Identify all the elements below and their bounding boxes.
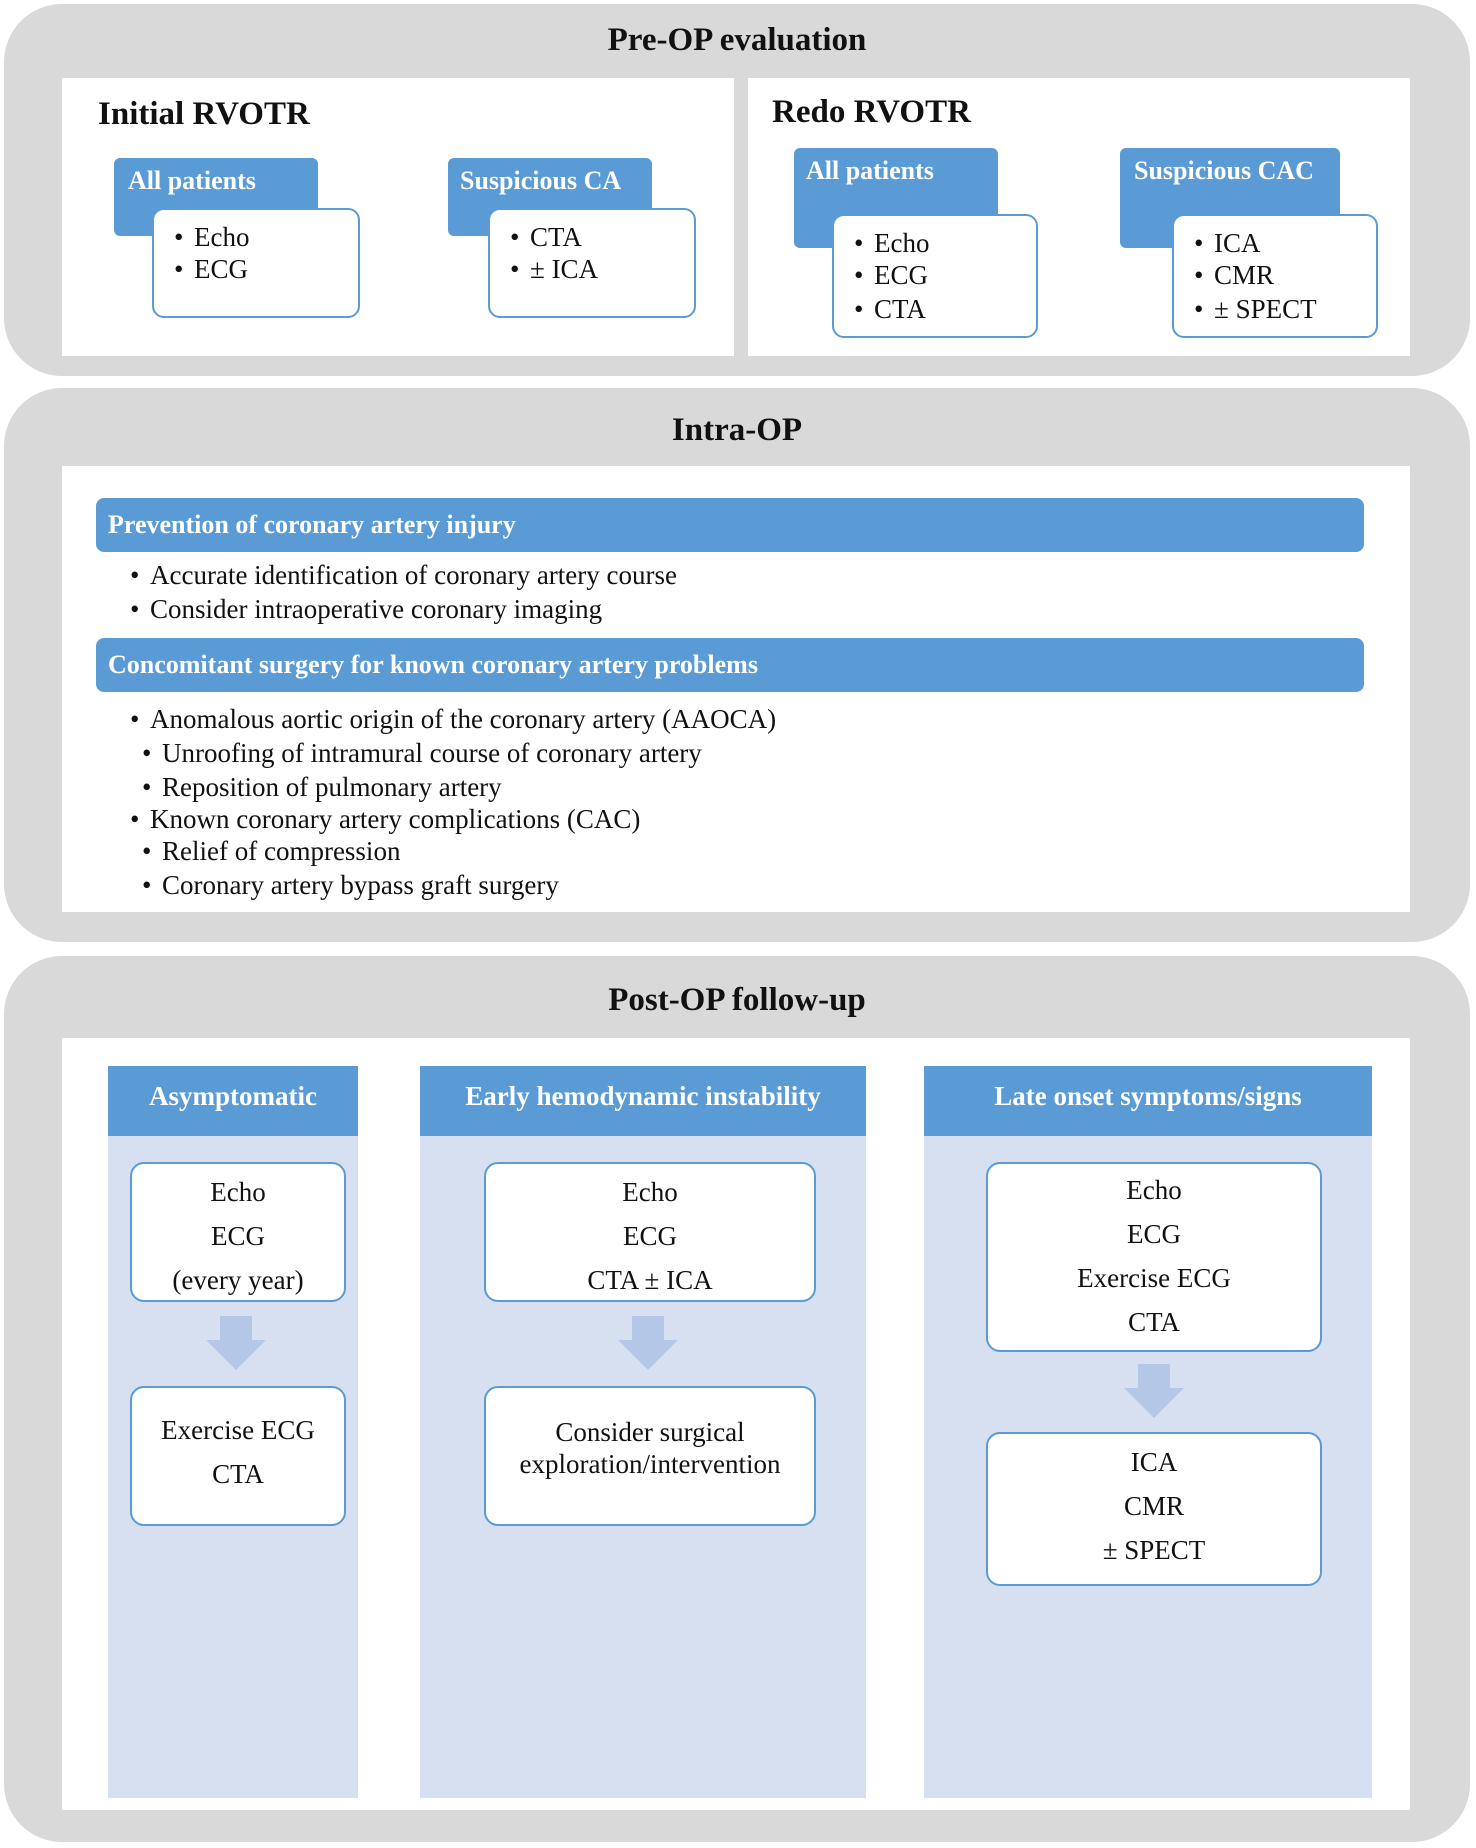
early-box1-line-2: ECG — [623, 1221, 677, 1251]
pre-op-title: Pre-OP evaluation — [607, 22, 867, 58]
initial-item-cta: • CTA — [510, 222, 582, 253]
late-onset-header: Late onset symptoms/signs — [924, 1066, 1372, 1136]
concomitant-item-known-cac: • Known coronary artery complications (CAC) — [130, 804, 640, 835]
initial-all-patients-label: All patients — [128, 166, 256, 195]
asymptomatic-box1-line-1: Echo — [210, 1177, 266, 1207]
redo-item-ecg: • ECG — [854, 260, 928, 291]
redo-all-patients-label: All patients — [806, 156, 934, 185]
prevention-header: Prevention of coronary artery injury — [96, 498, 1364, 552]
redo-all-patients-box — [832, 214, 1038, 338]
early-box2-line-1: Consider surgical — [555, 1417, 745, 1447]
initial-item-echo: • Echo — [174, 222, 249, 253]
post-op-title: Post-OP follow-up — [608, 982, 866, 1018]
post-op-panel — [62, 1038, 1410, 1810]
redo-item-spect: • ± SPECT — [1194, 294, 1317, 325]
initial-suspicious-ca-label: Suspicious CA — [460, 166, 622, 195]
asymptomatic-column — [108, 1066, 358, 1798]
asymptomatic-box2-line-1: Exercise ECG — [161, 1415, 315, 1445]
intra-op-section — [4, 388, 1470, 942]
asymptomatic-down-arrow — [206, 1316, 266, 1370]
asymptomatic-header: Asymptomatic — [108, 1066, 358, 1136]
asymptomatic-box1-line-2: ECG — [211, 1221, 265, 1251]
early-box1-line-1: Echo — [622, 1177, 678, 1207]
early-box-1 — [484, 1162, 816, 1302]
late-box1-line-1: Echo — [1126, 1175, 1182, 1205]
early-box1-line-3: CTA ± ICA — [587, 1265, 713, 1295]
concomitant-item-relief: • Relief of compression — [142, 836, 400, 867]
initial-rvotr-title: Initial RVOTR — [98, 96, 310, 132]
late-down-arrow — [1124, 1364, 1184, 1418]
late-box-2 — [986, 1432, 1322, 1586]
intra-op-title: Intra-OP — [671, 412, 803, 448]
initial-rvotr-panel — [62, 78, 734, 356]
concomitant-item-cabg: • Coronary artery bypass graft surgery — [142, 870, 559, 901]
pre-op-section — [4, 4, 1470, 376]
late-box2-line-3: ± SPECT — [1102, 1535, 1206, 1565]
redo-item-echo: • Echo — [854, 228, 929, 259]
asymptomatic-box-2 — [130, 1386, 346, 1526]
concomitant-header: Concomitant surgery for known coronary artery problems — [96, 638, 1364, 692]
early-instability-header: Early hemodynamic instability — [420, 1066, 866, 1136]
concomitant-item-reposition: • Reposition of pulmonary artery — [142, 772, 502, 803]
asymptomatic-box2-line-2: CTA — [212, 1459, 264, 1489]
early-box2-line-2: exploration/intervention — [519, 1449, 781, 1479]
redo-suspicious-cac-label: Suspicious CAC — [1134, 156, 1314, 185]
post-op-section — [4, 956, 1470, 1842]
early-instability-column — [420, 1066, 866, 1798]
redo-suspicious-cac-box — [1172, 214, 1378, 338]
redo-item-cmr: • CMR — [1194, 260, 1274, 291]
initial-all-patients-box — [152, 208, 360, 318]
redo-rvotr-title: Redo RVOTR — [772, 94, 971, 130]
late-box2-line-2: CMR — [1123, 1491, 1185, 1521]
prevention-item-2: • Consider intraoperative coronary imaging — [130, 594, 602, 625]
initial-suspicious-ca-box — [488, 208, 696, 318]
intra-op-panel — [62, 466, 1410, 912]
concomitant-item-aaoca: • Anomalous aortic origin of the coronary artery (AAOCA) — [130, 704, 776, 735]
early-box-2 — [484, 1386, 816, 1526]
early-down-arrow — [618, 1316, 678, 1370]
late-box2-line-1: ICA — [1130, 1447, 1178, 1477]
late-onset-column — [924, 1066, 1372, 1798]
initial-item-ecg: • ECG — [174, 254, 248, 285]
late-box-1 — [986, 1162, 1322, 1352]
redo-rvotr-panel — [748, 78, 1410, 356]
late-box1-line-4: CTA — [1128, 1307, 1180, 1337]
late-box1-line-3: Exercise ECG — [1077, 1263, 1231, 1293]
asymptomatic-box1-line-3: (every year) — [172, 1265, 304, 1295]
initial-item-ica: • ± ICA — [510, 254, 598, 285]
prevention-item-1: • Accurate identification of coronary artery course — [130, 560, 677, 591]
late-box1-line-2: ECG — [1127, 1219, 1181, 1249]
concomitant-item-unroofing: • Unroofing of intramural course of coronary artery — [142, 738, 702, 769]
redo-item-cta: • CTA — [854, 294, 926, 325]
asymptomatic-box-1 — [130, 1162, 346, 1302]
redo-item-ica: • ICA — [1194, 228, 1261, 259]
